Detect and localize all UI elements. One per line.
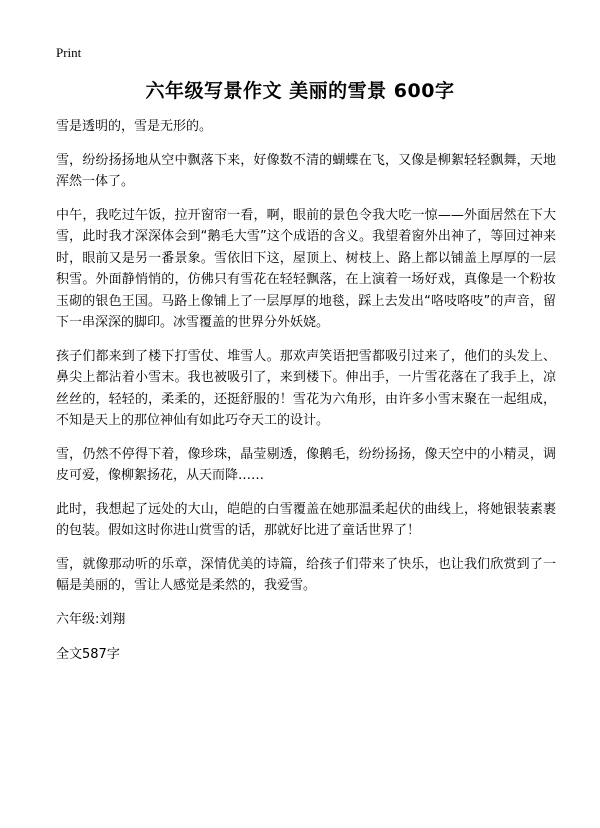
paragraph-5: 雪，仍然不停得下着，像珍珠，晶莹剔透，像鹅毛，纷纷扬扬，像天空中的小精灵，调皮可爱，像柳絮扬花，从天而降…… (56, 446, 556, 483)
word-count: 全文587字 (56, 646, 120, 662)
article-body (56, 116, 556, 665)
paragraph-4: 孩子们都来到了楼下打雪仗、堆雪人。那欢声笑语把雪都吸引过来了，他们的头发上、鼻尖上都沾着小雪末。我也被吸引了，来到楼下。伸出手，一片雪花落在了我手上，凉丝丝的，轻轻的，柔柔的，还挺舒服的！雪花为六角形，由许多小雪末聚在一起组成，不知是天上的那位神仙有如此巧夺天工的设计。 (56, 348, 556, 428)
print-link[interactable]: Print (56, 45, 82, 60)
author-signature: 六年级:刘翔 (56, 611, 126, 627)
paragraph-6: 此时，我想起了远处的大山，皑皑的白雪覆盖在她那温柔起伏的曲线上，将她银装素裹的包装。假如这时你进山赏雪的话，那就好比进了童话世界了！ (56, 501, 556, 538)
paragraph-1: 雪是透明的，雪是无形的。 (56, 119, 213, 134)
paragraph-7: 雪，就像那动听的乐章，深情优美的诗篇，给孩子们带来了快乐，也让我们欣赏到了一幅是美丽的，雪让人感觉是柔然的，我爱雪。 (56, 556, 556, 593)
article-title: 六年级写景作文 美丽的雪景 600字 (145, 80, 455, 102)
paragraph-2: 雪，纷纷扬扬地从空中飘落下来，好像数不清的蝴蝶在飞，又像是柳絮轻轻飘舞，天地浑然一体了。 (56, 152, 556, 189)
paragraph-3: 中午，我吃过午饭，拉开窗帘一看，啊，眼前的景色令我大吃一惊——外面居然在下大雪，此时我才深深体会到“鹅毛大雪”这个成语的含义。我望着窗外出神了，等回过神来时，眼前又是另一番景象。雪依旧下这，屋顶上、树枝上、路上都以铺盖上厚厚的一层积雪。外面静悄悄的，仿佛只有雪花在轻轻飘落，在上演着一场好戏，真像是一个粉妆玉砌的银色王国。马路上像铺上了一层厚厚的地毯，踩上去发出“咯吱咯吱”的声音，留下一串深深的脚印。冰雪覆盖的世界分外妖娆。 (56, 207, 556, 330)
